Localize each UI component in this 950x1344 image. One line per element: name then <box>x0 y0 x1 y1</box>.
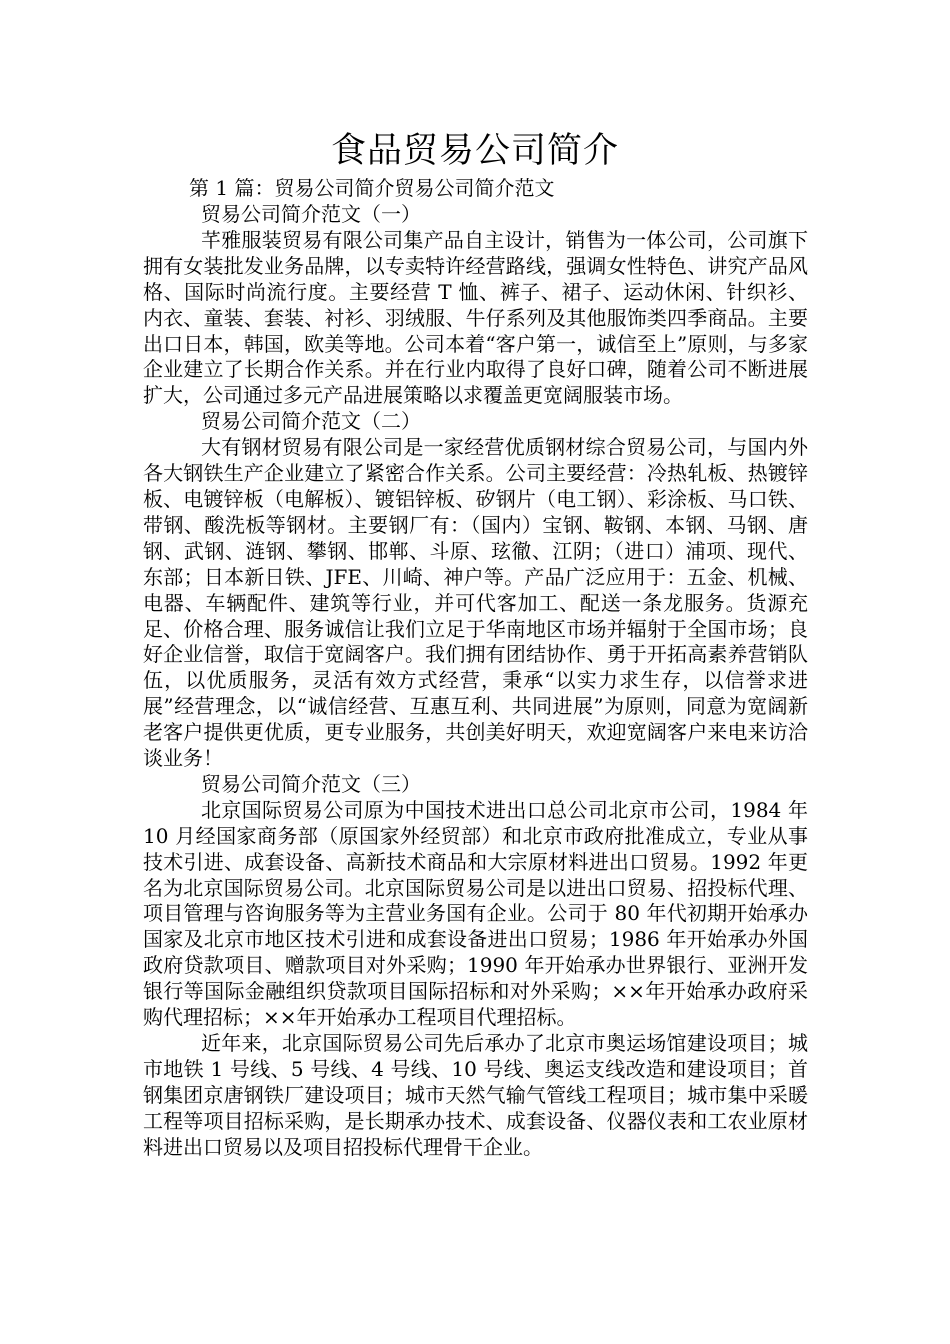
document-subtitle: 第 1 篇：贸易公司简介贸易公司简介范文 <box>189 176 555 200</box>
document-title: 食品贸易公司简介 <box>330 131 619 171</box>
section-3-paragraph-2: 近年来，北京国际贸易公司先后承办了北京市奥运场馆建设项目；城市地铁 1 号线、5 号线、4 号线、10 号线、奥运支线改造和建设项目；首钢集团京唐钢铁厂建设项目；城市天然气输气管线工程项目；城市集中采暖工程等项目招标采购，是长期承办技术、成套设备、仪器仪表和工农业原材料进出口贸易以及项目招投标代理骨干企业。 <box>143 1031 808 1159</box>
section-3-paragraph-1: 北京国际贸易公司原为中国技术进出口总公司北京市公司，1984 年 10 月经国家商务部（原国家外经贸部）和北京市政府批准成立，专业从事技术引进、成套设备、高新技术商品和大宗原材料进出口贸易。1992 年更名为北京国际贸易公司。北京国际贸易公司是以进出口贸易、招投标代理、项目管理与咨询服务等为主营业务国有企业。公司于 80 年代初期开始承办国家及北京市地区技术引进和成套设备进出口贸易；1986 年开始承办外国政府贷款项目、赠款项目对外采购；1990 年开始承办世界银行、亚洲开发银行等国际金融组织贷款项目国际招标和对外采购；××年开始承办政府采购代理招标；××年开始承办工程项目代理招标。 <box>143 797 808 1030</box>
section-1-paragraph-1: 芊雅服装贸易有限公司集产品自主设计，销售为一体公司，公司旗下拥有女装批发业务品牌，以专卖特许经营路线，强调女性特色、讲究产品风格、国际时尚流行度。主要经营 T 恤、裤子、裙子、运动休闲、针织衫、内衣、童装、套装、衬衫、羽绒服、牛仔系列及其他服饰类四季商品。主要出口日本，韩国，欧美等地。公司本着“客户第一，诚信至上”原则，与多家企业建立了长期合作关系。并在行业内取得了良好口碑，随着公司不断进展扩大，公司通过多元产品进展策略以求覆盖更宽阔服装市场。 <box>143 227 808 408</box>
section-heading-2: 贸易公司简介范文（二） <box>201 409 421 434</box>
section-heading-3: 贸易公司简介范文（三） <box>201 771 421 796</box>
section-heading-1: 贸易公司简介范文（一） <box>201 202 421 226</box>
document-body <box>143 202 808 1161</box>
section-2-paragraph-1: 大有钢材贸易有限公司是一家经营优质钢材综合贸易公司，与国内外各大钢铁生产企业建立了紧密合作关系。公司主要经营：冷热轧板、热镀锌板、电镀锌板（电解板）、镀铝锌板、矽钢片（电工钢）、彩涂板、马口铁、带钢、酸洗板等钢材。主要钢厂有：（国内）宝钢、鞍钢、本钢、马钢、唐钢、武钢、涟钢、攀钢、邯郸、斗原、玹徹、江阴；（进口）浦项、现代、东部；日本新日铁、JFE、川崎、神户等。产品广泛应用于：五金、机械、电器、车辆配件、建筑等行业，并可代客加工、配送一条龙服务。货源充足、价格合理、服务诚信让我们立足于华南地区市场并辐射于全国市场；良好企业信誉，取信于宽阔客户。我们拥有团结协作、勇于开拓高素养营销队伍，以优质服务，灵活有效方式经营，秉承“以实力求生存，以信誉求进展”经营理念，以“诚信经营、互惠互利、共同进展”为原则，同意为宽阔新老客户提供更优质，更专业服务，共创美好明天，欢迎宽阔客户来电来访洽谈业务！ <box>143 435 808 771</box>
